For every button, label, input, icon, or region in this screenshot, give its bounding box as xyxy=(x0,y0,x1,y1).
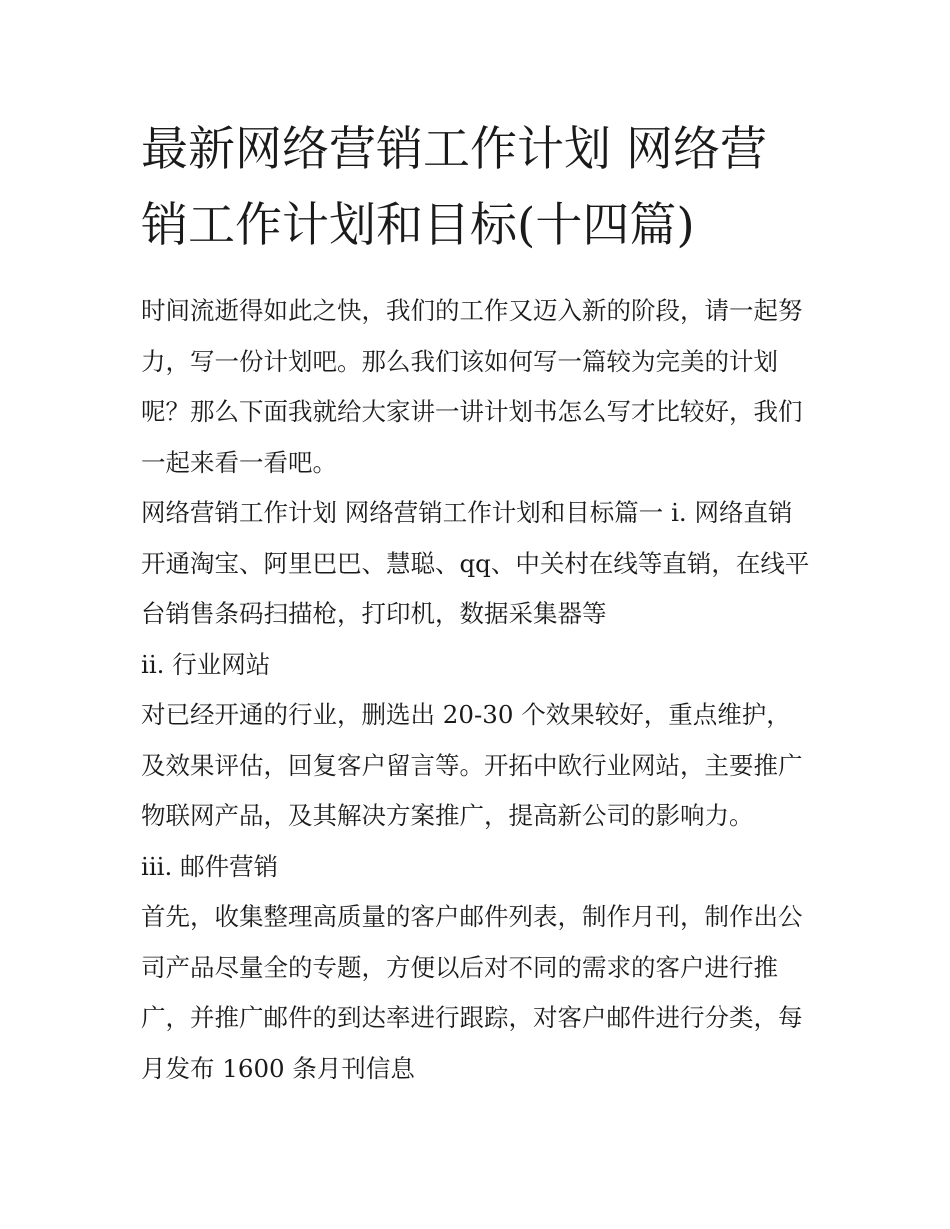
section-3-heading: iii. 邮件营销 xyxy=(141,851,279,881)
document-title: 最新网络营销工作计划 网络营销工作计划和目标(十四篇) xyxy=(141,122,767,253)
section-2-heading: ii. 行业网站 xyxy=(141,649,271,679)
intro-paragraph: 时间流逝得如此之快，我们的工作又迈入新的阶段，请一起努力，写一份计划吧。那么我们该如何写一篇较为完美的计划呢？那么下面我就给大家讲一讲计划书怎么写才比较好，我们一起来看一看吧。 xyxy=(141,296,803,477)
section-2-paragraph: 对已经开通的行业，删选出 20-30 个效果较好，重点维护，及效果评估，回复客户留言等。开拓中欧行业网站，主要推广物联网产品，及其解决方案推广，提高新公司的影响力。 xyxy=(141,700,803,830)
section-1-paragraph: 网络营销工作计划 网络营销工作计划和目标篇一 i. 网络直销开通淘宝、阿里巴巴、慧聪、qq、中关村在线等直销，在线平台销售条码扫描枪，打印机，数据采集器等 xyxy=(141,498,810,628)
document-page xyxy=(141,112,813,1094)
section-3-paragraph: 首先，收集整理高质量的客户邮件列表，制作月刊，制作出公司产品尽量全的专题，方便以后对不同的需求的客户进行推广，并推广邮件的到达率进行跟踪，对客户邮件进行分类，每月发布 1600 条月刊信息 xyxy=(141,902,803,1083)
